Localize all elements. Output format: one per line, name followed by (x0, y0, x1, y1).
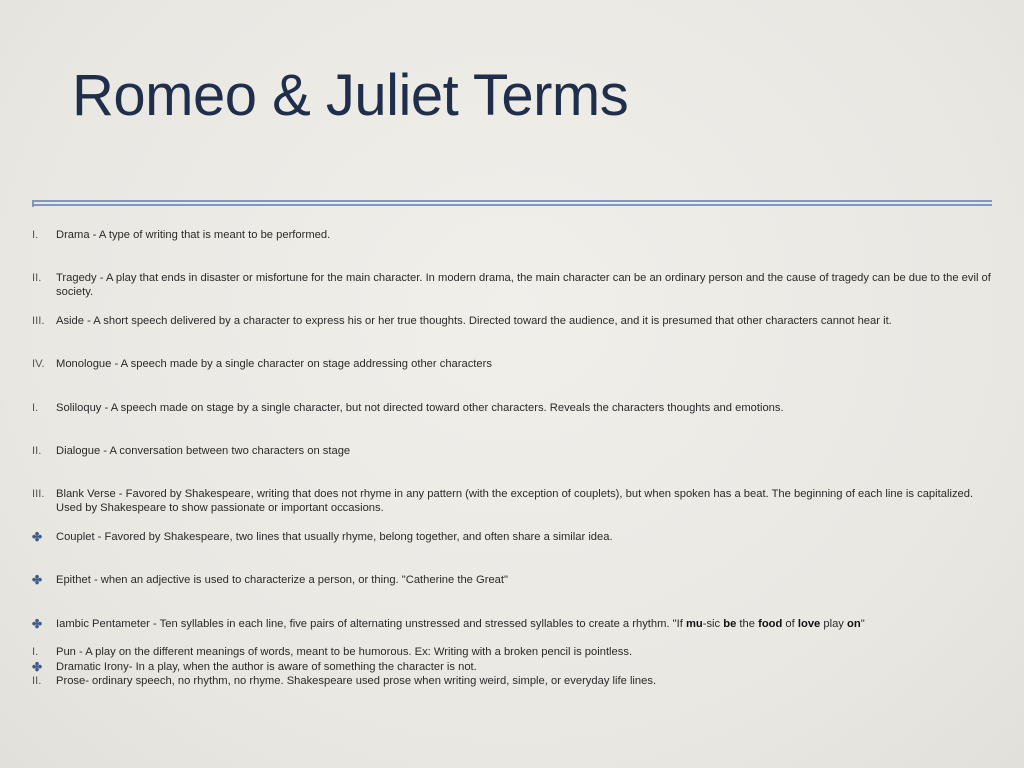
term-text: Pun - A play on the different meanings of words, meant to be humorous. Ex: Writing with a broken pencil is pointless. (56, 646, 633, 658)
unstressed-syllable: -sic (702, 618, 724, 630)
stressed-syllable: food (758, 618, 783, 630)
divider-line-top (32, 200, 992, 202)
stressed-syllable: on (847, 618, 861, 630)
cross-bullet-icon: ✤ (32, 617, 43, 631)
divider-line-bottom (32, 204, 992, 206)
term-text: Prose- ordinary speech, no rhythm, no rhyme. Shakespeare used prose when writing weird, simple, or everyday life lines. (56, 675, 657, 687)
list-marker: I. (32, 229, 39, 241)
term-text: Dramatic Irony- In a play, when the author is aware of something the character is not. (56, 661, 477, 673)
cross-bullet-icon: ✤ (32, 573, 43, 587)
slide-title: Romeo & Juliet Terms (72, 63, 629, 128)
list-marker: III. (32, 315, 45, 327)
term-text: Blank Verse - Favored by Shakespeare, writing that does not rhyme in any pattern (with the exception of couplets), but when spoken has a beat. The beginning of each line is capitalized. Used by Shakespeare to show passionate or important occasions. (56, 488, 974, 514)
term-text: Epithet - when an adjective is used to characterize a person, or thing. "Catherine the Great" (56, 574, 508, 586)
title-divider (32, 200, 992, 207)
list-marker: III. (32, 488, 45, 500)
quote-end: " (860, 618, 865, 630)
list-marker: II. (32, 445, 42, 457)
list-marker: II. (32, 675, 42, 687)
unstressed-syllable: the (736, 618, 759, 630)
list-marker: II. (32, 272, 42, 284)
term-text: Couplet - Favored by Shakespeare, two lines that usually rhyme, belong together, and often share a similar idea. (56, 531, 613, 543)
term-text: Tragedy - A play that ends in disaster or misfortune for the main character. In modern drama, the main character can be an ordinary person and the cause of tragedy can be due to the evil of society. (56, 272, 991, 298)
term-text-intro: Iambic Pentameter - Ten syllables in each line, five pairs of alternating unstressed and stressed syllables to create a rhythm. "If (56, 618, 686, 630)
cross-bullet-icon: ✤ (32, 530, 43, 544)
list-marker: IV. (32, 358, 45, 370)
term-text: Aside - A short speech delivered by a character to express his or her true thoughts. Directed toward the audience, and it is presumed that other characters cannot hear it. (56, 315, 892, 327)
stressed-syllable: be (723, 618, 737, 630)
term-text (56, 617, 998, 631)
stressed-syllable: mu (685, 618, 703, 630)
unstressed-syllable: play (820, 618, 848, 630)
unstressed-syllable: of (782, 618, 798, 630)
term-text: Monologue - A speech made by a single character on stage addressing other characters (56, 358, 492, 370)
term-text: Soliloquy - A speech made on stage by a single character, but not directed toward other characters. Reveals the characters thoughts and emotions. (56, 402, 784, 414)
stressed-syllable: love (797, 618, 821, 630)
term-text: Drama - A type of writing that is meant to be performed. (56, 229, 331, 241)
term-text: Dialogue - A conversation between two characters on stage (56, 445, 351, 457)
list-marker: I. (32, 646, 39, 658)
list-marker: I. (32, 402, 39, 414)
cross-bullet-icon: ✤ (32, 660, 43, 674)
